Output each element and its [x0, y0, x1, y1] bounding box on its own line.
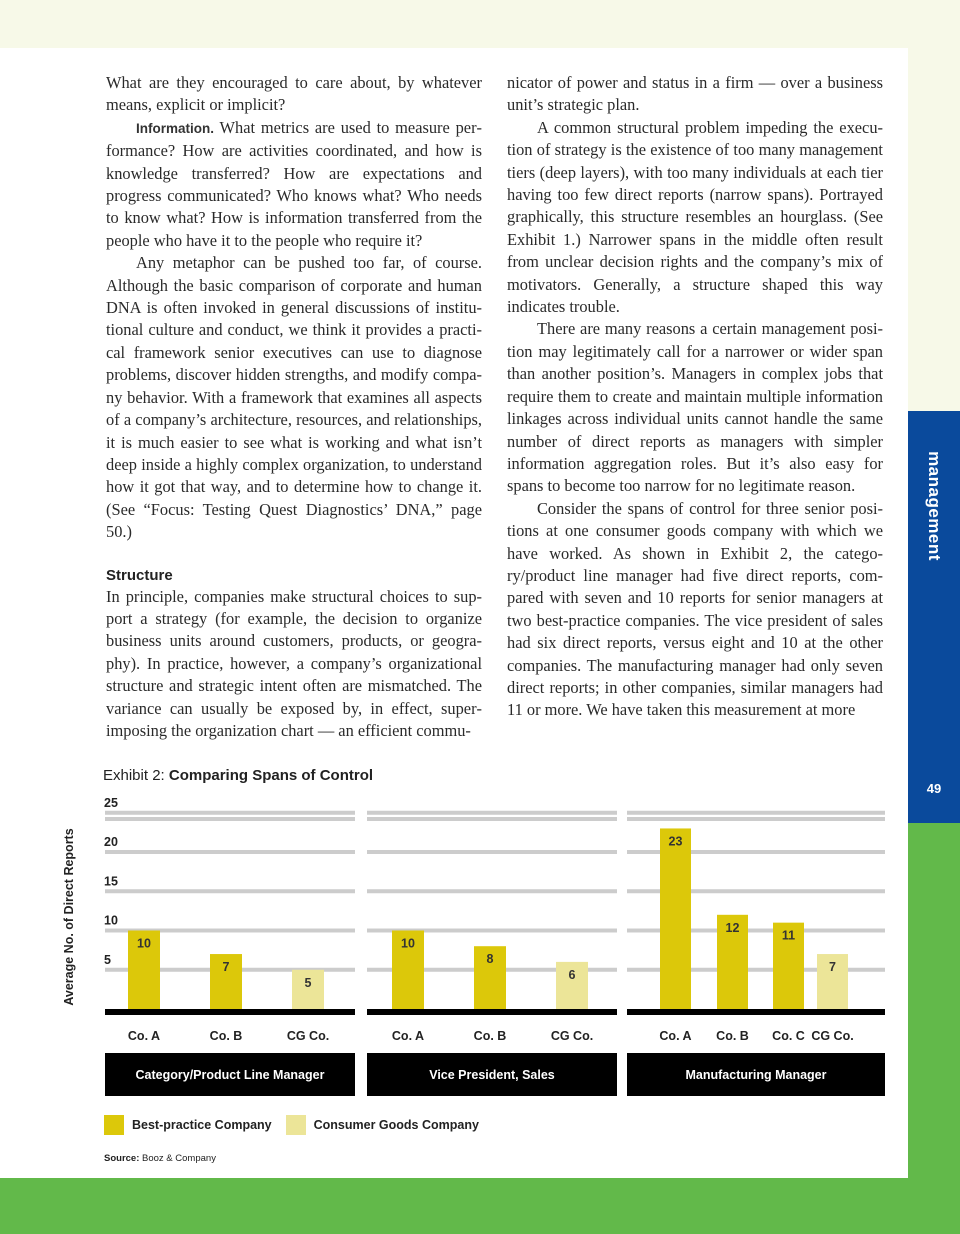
page-number: 49: [926, 781, 942, 796]
bottom-band: [0, 1178, 960, 1234]
data-label: 6: [568, 967, 576, 982]
section-label: management: [925, 451, 944, 561]
gridline: [105, 889, 355, 893]
source-label: Source:: [104, 1153, 140, 1164]
legend-label: Consumer Goods Company: [313, 1118, 479, 1132]
paragraph: What are they encouraged to care about, by whatever means, explicit or implicit?: [106, 73, 482, 115]
exhibit-name: Comparing Spans of Control: [168, 767, 374, 784]
data-label: 7: [829, 960, 836, 975]
baseline: [367, 1009, 617, 1015]
x-tick-label: Co. A: [659, 1029, 692, 1043]
right-column: [507, 72, 883, 722]
baseline: [627, 1009, 885, 1015]
top-rule: [627, 817, 885, 821]
x-tick-label: Co. C: [772, 1029, 805, 1043]
baseline: [105, 1009, 355, 1015]
x-tick-label: Co. A: [127, 1029, 161, 1043]
panel-title: Vice President, Sales: [429, 1068, 555, 1082]
panel-title: Category/Product Line Manager: [135, 1068, 325, 1082]
paragraph: [106, 117, 482, 252]
section-heading: Structure: [106, 566, 173, 584]
x-tick-label: CG Co.: [550, 1029, 594, 1043]
gridline: [627, 811, 885, 815]
legend-item-cg: [286, 1115, 479, 1135]
bar: [660, 828, 691, 1009]
source-note: [104, 1153, 216, 1164]
source-text: Booz & Company: [139, 1153, 216, 1164]
paragraph: In principle, companies make structural choices to support a strategy (for example, the decision to organize business units around customers, products, or geography). In practice, however, a company’s organizational structure and strategic intent often are mismatched. The variance can usually be exposed by, in effect, superimposing the organization chart — an efficient commu-: [106, 586, 482, 740]
gridline: [367, 850, 617, 854]
legend-item-best: [104, 1115, 272, 1135]
y-tick-label: 5: [104, 952, 111, 967]
paragraph: Consider the spans of control for three senior positions at one consumer goods company with which we have worked. As shown in Exhibit 2, the category/product line manager had five direct reports, compared with seven and 10 reports for senior managers at two best-practice companies. The vice president of sales had six direct reports, versus eight and 10 at the other companies. The manufacturing manager had only seven direct reports; in other companies, similar managers had 11 or more. We have taken this measurement at more: [507, 498, 883, 720]
run-in-heading: Information.: [136, 120, 214, 136]
paragraph: Any metaphor can be pushed too far, of course. Although the basic comparison of corporate and human DNA is often invoked in general discussions of institutional culture and conduct, we think it provides a practical framework senior executives can use to diagnose problems, discover hidden strengths, and modify company behavior. With a framework that examines all aspects of a company’s architecture, resources, and relationships, it is much easier to see what is working and what isn’t deep inside a highly complex organization, to understand how it got that way, and to determine how to change it. (See “Focus: Testing Quest Diagnostics’ DNA,” page 50.): [106, 253, 482, 542]
section-tab: [908, 411, 960, 601]
legend-swatch: [104, 1115, 124, 1135]
y-tick-label: 20: [104, 835, 118, 849]
paragraph: There are many reasons a certain management position may legitimately call for a narrower or wider span than another position’s. Managers in complex jobs that require them to create and maintain multiple information linkages across individual units cannot handle the same number of direct reports as managers with simpler information aggregation roles. But it’s also easy for spans to become too narrow for no legitimate reason.: [507, 319, 883, 496]
paragraph: A common structural problem impeding the execution of strategy is the existence of too many management tiers (deep layers), with too many individuals at each tier having too few direct reports (narrow spans). Portrayed graphically, this structure resembles an hourglass. (See Exhibit 1.) Narrower spans in the middle often result from unclear decision rights and the company’s mix of motivators. Generally, a structure shaped this way indicates trouble.: [507, 117, 883, 317]
y-tick-label: 25: [104, 795, 118, 810]
data-label: 12: [725, 920, 740, 935]
gridline: [105, 850, 355, 854]
x-tick-label: CG Co.: [811, 1029, 854, 1043]
data-label: 11: [781, 928, 796, 943]
y-axis-label: Average No. of Direct Reports: [62, 828, 76, 1006]
legend: [104, 1115, 493, 1135]
side-green-band: [908, 823, 960, 1178]
data-label: 10: [137, 936, 151, 951]
x-tick-label: CG Co.: [286, 1029, 330, 1043]
gridline: [105, 811, 355, 815]
paragraph: nicator of power and status in a firm — over a business unit’s strategic plan.: [507, 73, 883, 115]
x-tick-label: Co. A: [391, 1029, 425, 1043]
data-label: 10: [401, 936, 415, 951]
data-label: 7: [222, 960, 230, 975]
legend-swatch: [286, 1115, 306, 1135]
bar-chart: [70, 795, 900, 1102]
top-rule: [367, 817, 617, 821]
gridline: [367, 889, 617, 893]
panel-title: Manufacturing Manager: [685, 1068, 827, 1082]
exhibit-title: [103, 767, 373, 784]
legend-label: Best-practice Company: [132, 1118, 272, 1132]
data-label: 8: [486, 952, 494, 967]
paragraph-text: What metrics are used to measure performance? How are activities coordinated, and how is knowledge transferred? How are expectations and progress communicated? Who knows what? Who needs to know what? How is information transferred from the people who have it to the people who require it?: [106, 117, 482, 250]
top-rule: [105, 817, 355, 821]
y-tick-label: 15: [104, 874, 118, 889]
x-tick-label: Co. B: [473, 1029, 507, 1043]
y-tick-label: 10: [104, 913, 118, 928]
x-tick-label: Co. B: [209, 1029, 243, 1043]
data-label: 23: [668, 834, 683, 849]
x-tick-label: Co. B: [716, 1029, 749, 1043]
left-column: [106, 72, 482, 742]
gridline: [367, 811, 617, 815]
exhibit-prefix: Exhibit 2:: [103, 767, 169, 784]
data-label: 5: [304, 975, 312, 990]
